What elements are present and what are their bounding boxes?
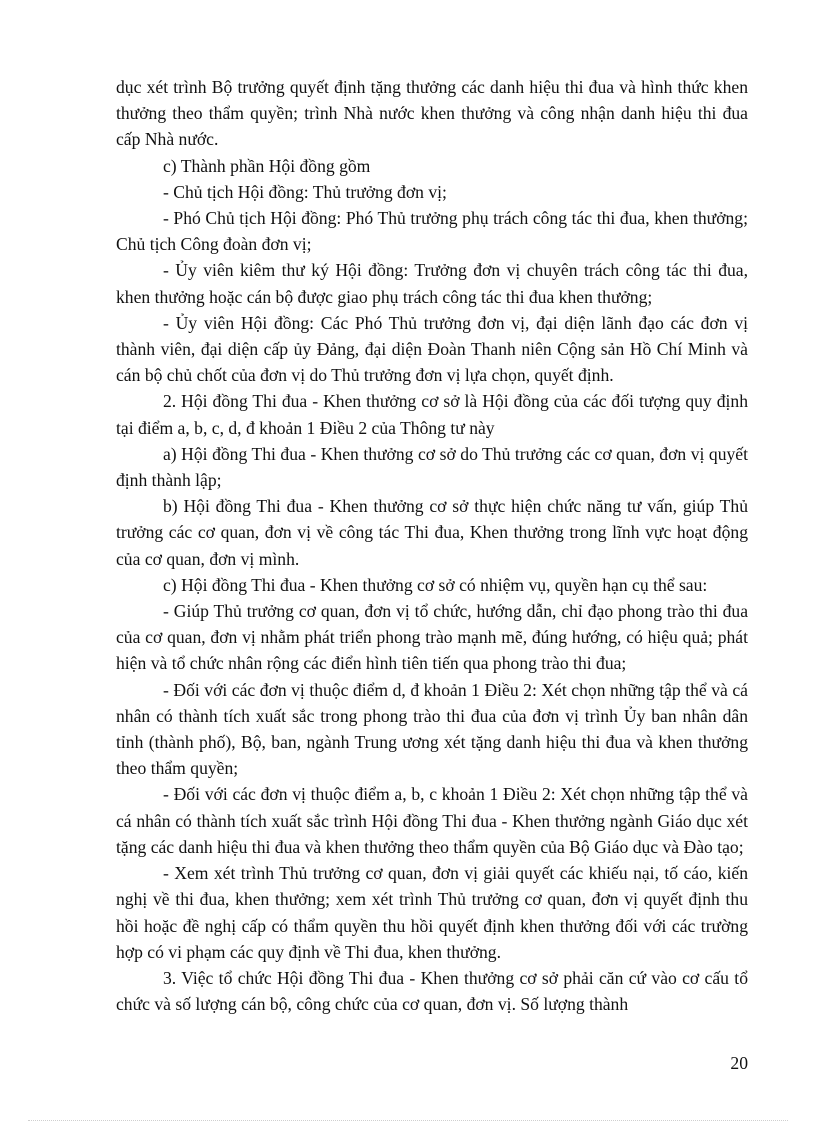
paragraph-duty-complaints: - Xem xét trình Thủ trưởng cơ quan, đơn vị giải quyết các khiếu nại, tố cáo, kiến nghị về thi đua, khen thưởng; xem xét trình Thủ trưởng cơ quan, đơn vị quyết định thu hồi hoặc đề nghị cấp có thẩm quyền thu hồi quyết định khen thưởng đối với các trường hợp có vi phạm các quy định về Thi đua, khen thưởng. <box>116 863 748 962</box>
paragraph-2b: b) Hội đồng Thi đua - Khen thưởng cơ sở thực hiện chức năng tư vấn, giúp Thủ trưởng các cơ quan, đơn vị về công tác Thi đua, Khen thưởng trong lĩnh vực hoạt động của cơ quan, đơn vị mình. <box>116 496 748 569</box>
paragraph-chairman: - Chủ tịch Hội đồng: Thủ trưởng đơn vị; <box>163 181 447 202</box>
paragraph-section-2: 2. Hội đồng Thi đua - Khen thưởng cơ sở là Hội đồng của các đối tượng quy định tại điểm a, b, c, d, đ khoản 1 Điều 2 của Thông tư này <box>116 391 748 438</box>
paragraph-duty-guide: - Giúp Thủ trưởng cơ quan, đơn vị tổ chức, hướng dẫn, chỉ đạo phong trào thi đua của cơ quan, đơn vị nhằm phát triển phong trào mạnh mẽ, đúng hướng, có hiệu quả; phát hiện và tổ chức nhân rộng các điển hình tiên tiến qua phong trào thi đua; <box>116 601 748 674</box>
body-text <box>116 74 748 1017</box>
paragraph-vice-chairman: - Phó Chủ tịch Hội đồng: Phó Thủ trưởng phụ trách công tác thi đua, khen thưởng; Chủ tịch Công đoàn đơn vị; <box>116 208 748 255</box>
paragraph-2a: a) Hội đồng Thi đua - Khen thưởng cơ sở do Thủ trưởng các cơ quan, đơn vị quyết định thành lập; <box>116 443 748 491</box>
paragraph-duty-a-b-c: - Đối với các đơn vị thuộc điểm a, b, c khoản 1 Điều 2: Xét chọn những tập thể và cá nhân có thành tích xuất sắc trình Hội đồng Thi đua - Khen thưởng ngành Giáo dục xét tặng các danh hiệu thi đua và khen thưởng theo thẩm quyền của Bộ Giáo dục và Đào tạo; <box>116 784 748 857</box>
page-number: 20 <box>730 1053 748 1073</box>
paragraph-secretary: - Ủy viên kiêm thư ký Hội đồng: Trưởng đơn vị chuyên trách công tác thi đua, khen thưởng hoặc cán bộ được giao phụ trách công tác thi đua khen thưởng; <box>116 260 748 307</box>
page-bottom-divider <box>28 1120 788 1121</box>
paragraph-section-3: 3. Việc tổ chức Hội đồng Thi đua - Khen thưởng cơ sở phải căn cứ vào cơ cấu tổ chức và số lượng cán bộ, công chức của cơ quan, đơn vị. Số lượng thành <box>116 967 748 1015</box>
paragraph-2c: c) Hội đồng Thi đua - Khen thưởng cơ sở có nhiệm vụ, quyền hạn cụ thể sau: <box>163 574 708 595</box>
paragraph-members: - Ủy viên Hội đồng: Các Phó Thủ trưởng đơn vị, đại diện lãnh đạo các đơn vị thành viên, đại diện cấp ủy Đảng, đại diện Đoàn Thanh niên Cộng sản Hồ Chí Minh và cán bộ chủ chốt của đơn vị do Thủ trưởng đơn vị lựa chọn, quyết định. <box>116 312 748 386</box>
paragraph-duty-d-dd: - Đối với các đơn vị thuộc điểm d, đ khoản 1 Điều 2: Xét chọn những tập thể và cá nhân có thành tích xuất sắc trong phong trào thi đua của đơn vị trình Ủy ban nhân dân tỉnh (thành phố), Bộ, ban, ngành Trung ương xét tặng danh hiệu thi đua và khen thưởng theo thẩm quyền; <box>116 679 748 779</box>
paragraph-continuation: dục xét trình Bộ trưởng quyết định tặng thưởng các danh hiệu thi đua và hình thức khen thưởng theo thẩm quyền; trình Nhà nước khen thưởng và công nhận danh hiệu thi đua cấp Nhà nước. <box>116 77 748 150</box>
paragraph-council-composition: c) Thành phần Hội đồng gồm <box>163 155 371 176</box>
